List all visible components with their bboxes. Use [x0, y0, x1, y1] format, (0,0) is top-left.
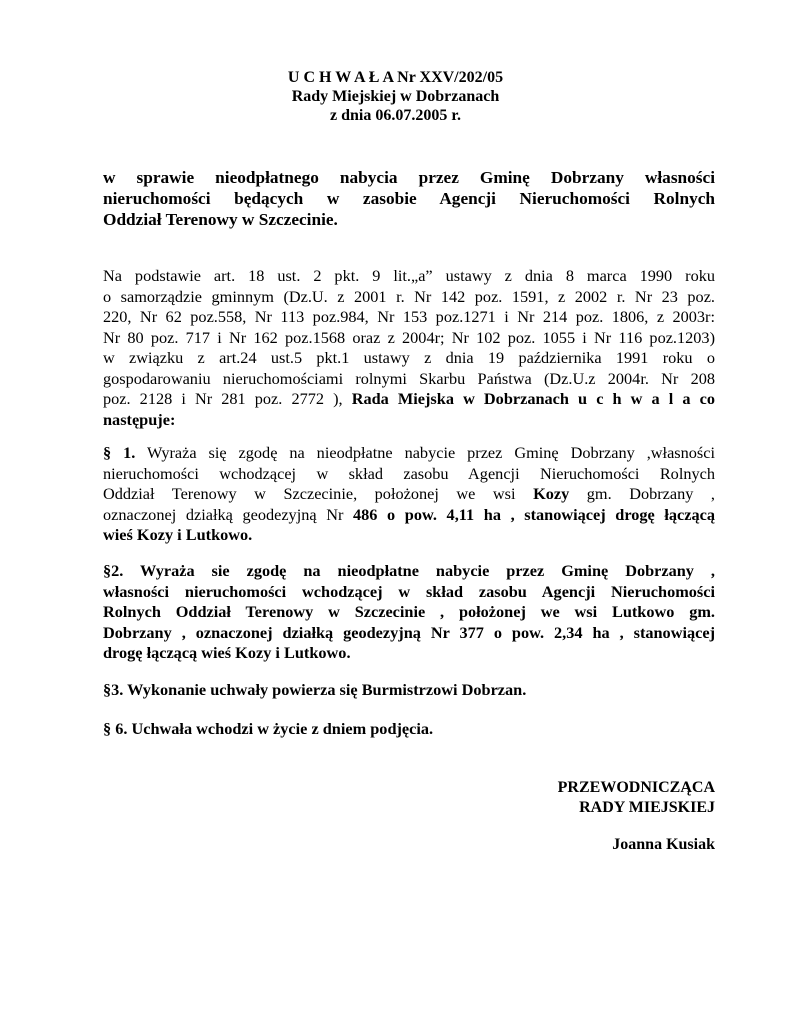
basis-text: poz. 2128 i Nr 281 poz. 2772 ), [103, 389, 352, 408]
resolution-subject [103, 167, 715, 230]
paragraph-number: § 1. [103, 443, 136, 462]
basis-line: następuje: [103, 409, 176, 429]
village-name: Kozy [533, 484, 570, 503]
paragraph-text: gm. Dobrzany , [569, 484, 715, 503]
signature-block [558, 778, 715, 855]
paragraph-2 [103, 561, 715, 664]
basis-line: o samorządzie gminnym (Dz.U. z 2001 r. Nr 142 poz. 1591, z 2002 r. Nr 23 poz. [103, 286, 715, 306]
paragraph-line: §3. Wykonanie uchwały powierza się Burmistrzowi Dobrzan. [103, 680, 527, 699]
resolution-number: U C H W A Ł A Nr XXV/202/05 [287, 69, 504, 86]
plot-details: 486 o pow. 4,11 ha , stanowiącej drogę łączącą [353, 504, 715, 524]
signature-title: PRZEWODNICZĄCA [557, 779, 715, 796]
paragraph-line: nieruchomości wchodzącej w skład zasobu Agencji Nieruchomości Rolnych [103, 463, 715, 483]
paragraph-line: §2. Wyraża sie zgodę na nieodpłatne nabycie przez Gminę Dobrzany , [103, 561, 715, 580]
basis-line: gospodarowaniu nieruchomościami rolnymi Skarbu Państwa (Dz.U.z 2004r. Nr 208 [103, 368, 715, 388]
paragraph-3 [103, 680, 715, 701]
council-name: Rady Miejskiej w Dobrzanach [291, 88, 500, 105]
basis-line [103, 389, 715, 410]
basis-line: w związku z art.24 ust.5 pkt.1 ustawy z dnia 19 października 1991 roku o [103, 348, 715, 367]
paragraph-text: Oddział Terenowy w Szczecinie, położonej we wsi [103, 484, 534, 503]
paragraph-line: własności nieruchomości wchodzącej w skład zasobu Agencji Nieruchomości [103, 581, 715, 601]
paragraph-line [103, 484, 715, 505]
paragraph-line: § 6. Uchwała wchodzi w życie z dniem podjęcia. [103, 719, 434, 738]
council-resolves: Rada Miejska w Dobrzanach u c h w a l a co [351, 389, 716, 408]
resolution-heading [0, 68, 791, 125]
legal-basis [103, 266, 715, 430]
signature-name: Joanna Kusiak [612, 836, 715, 853]
paragraph-line [103, 443, 715, 464]
basis-line: 220, Nr 62 poz.558, Nr 113 poz.984, Nr 153 poz.1271 i Nr 214 poz. 1806, z 2003r: [103, 307, 715, 326]
paragraph-6 [103, 719, 715, 740]
paragraph-line: Dobrzany , oznaczonej działką geodezyjną Nr 377 o pow. 2,34 ha , stanowiącej [103, 622, 715, 642]
basis-line: Nr 80 poz. 717 i Nr 162 poz.1568 oraz z 2004r; Nr 102 poz. 1055 i Nr 116 poz.1203) [103, 327, 715, 347]
signature-title: RADY MIEJSKIEJ [579, 799, 715, 816]
subject-line: w sprawie nieodpłatnego nabycia przez Gminę Dobrzany własności [103, 168, 715, 187]
paragraph-text: oznaczonej działką geodezyjną Nr [103, 504, 354, 524]
subject-line: Oddział Terenowy w Szczecinie. [103, 210, 338, 229]
resolution-date: z dnia 06.07.2005 r. [330, 107, 461, 124]
paragraph-line: wieś Kozy i Lutkowo. [103, 525, 253, 544]
paragraph-1 [103, 443, 715, 546]
paragraph-line [103, 505, 715, 526]
basis-line: Na podstawie art. 18 ust. 2 pkt. 9 lit.„a” ustawy z dnia 8 marca 1990 roku [103, 266, 715, 285]
paragraph-line: Rolnych Oddział Terenowy w Szczecinie , położonej we wsi Lutkowo gm. [103, 602, 715, 621]
paragraph-line: drogę łączącą wieś Kozy i Lutkowo. [103, 643, 351, 662]
paragraph-text: Wyraża się zgodę na nieodpłatne nabycie przez Gminę Dobrzany ,własności [135, 443, 715, 462]
subject-line: nieruchomości będących w zasobie Agencji Nieruchomości Rolnych [103, 189, 715, 208]
